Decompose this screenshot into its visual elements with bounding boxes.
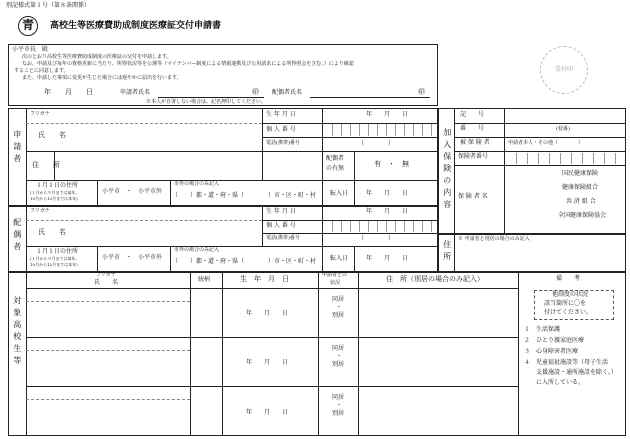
spouse-move-in-label: 転入日	[330, 255, 349, 262]
spouse-name-field-label: 氏 名	[38, 228, 66, 236]
spouse-dob-label: 生 年 月 日	[266, 208, 296, 215]
blue-form-badge: 青	[18, 16, 38, 36]
insurance-symbol-input[interactable]	[506, 110, 624, 122]
students-col-remarks: 備 考	[556, 275, 581, 282]
insurer-option-4[interactable]: 全国健康保険協会	[558, 212, 607, 219]
intro-line-1: 次のとおり高校生等医療費助成制度の医療証の交付を申請します。	[22, 54, 172, 60]
student-2-status-sep: ・	[336, 353, 343, 360]
insured-options[interactable]: 申請者本人・その他（ ）	[508, 140, 584, 146]
student-3-status-together[interactable]: 同居	[332, 394, 345, 401]
insurance-symbol-label: 記 号	[460, 111, 485, 118]
applicant-furigana-input[interactable]	[80, 112, 260, 122]
applicant-phone-label: 電話(携帯)番号	[266, 140, 300, 146]
self-sign-note: ※本人が自署しない場合は、記名押印してください。	[146, 99, 267, 105]
applicant-outside-note: 市外の場合のみ記入	[174, 181, 220, 187]
student-3-name-input[interactable]	[30, 402, 186, 432]
insurer-number-label: 保険者番号	[458, 153, 489, 160]
students-col-dob: 生 年 月 日	[240, 275, 289, 283]
student-1-dob[interactable]: 年 月 日	[246, 310, 289, 317]
applicant-name-field-label: 氏 名	[38, 131, 66, 139]
students-col-status1: 申請者との	[322, 272, 348, 278]
insurer-option-1[interactable]: 国民健康保険	[562, 170, 599, 177]
applicant-name-input[interactable]	[80, 126, 260, 148]
separate-address-note: ※ 申請者と別居の場合のみ記入	[458, 236, 530, 242]
applicant-move-in-value[interactable]: 年 月 日	[366, 190, 409, 197]
student-3-furigana-input[interactable]	[30, 389, 186, 398]
remarks-item-4-cont1: 支援施設・通所施設を除く。）	[524, 369, 617, 376]
student-2-furigana-input[interactable]	[30, 340, 186, 349]
insurer-number-input[interactable]	[506, 153, 624, 164]
spouse-furigana-label: フリガナ	[30, 208, 50, 214]
applicant-spouse-options[interactable]: 有 ・ 無	[374, 160, 409, 168]
students-col-name: 氏 名	[94, 279, 119, 286]
student-1-status-apart[interactable]: 別居	[332, 312, 345, 319]
intro-line-4: また、申請した事項に変更が生じた場合には遅やかに届出を行います。	[22, 75, 182, 81]
spouse-jan1-note2: 10月から12月までは本年)	[30, 262, 78, 267]
spouse-name-input[interactable]	[80, 222, 260, 244]
addressee: 小平市長 殿	[12, 46, 49, 53]
spouse-outside-note: 市外の場合のみ記入	[174, 247, 220, 253]
student-2-name-input[interactable]	[30, 353, 186, 383]
applicant-furigana-label: フリガナ	[30, 111, 50, 117]
spouse-name-label: 配偶者氏名	[272, 89, 303, 96]
spouse-kodaira-options[interactable]: 小平市 ・ 小平市外	[102, 254, 163, 261]
remarks-item-4[interactable]: ４ 児童福祉施設等（母子生活	[524, 359, 609, 366]
students-section-label: 対象高校生等	[12, 296, 22, 368]
student-2-dob[interactable]: 年 月 日	[246, 359, 289, 366]
applicant-number-input[interactable]	[324, 124, 436, 136]
applicant-seal: ㊞	[252, 88, 259, 96]
applicant-jan1-label: １月１日の住所	[36, 182, 79, 189]
applicant-address-label: 住 所	[32, 161, 60, 169]
applicant-kodaira-options[interactable]: 小平市 ・ 小平市外	[102, 188, 163, 195]
applicant-spouse-q2: の有無	[326, 165, 345, 172]
spouse-dob-value[interactable]: 年 月 日	[366, 208, 409, 215]
spouse-section-label: 配偶者	[12, 218, 22, 254]
reception-stamp-circle	[540, 46, 588, 94]
student-1-furigana-input[interactable]	[30, 291, 186, 300]
applicant-name-label: 申請者氏名	[120, 89, 151, 96]
student-2-status-apart[interactable]: 別居	[332, 361, 345, 368]
insurer-option-2[interactable]: 健康保険組合	[562, 184, 599, 191]
intro-line-2: なお、申請及び毎年の資格更新に当たり、所得状況等を公簿等（マイナンバー制度による情報連携及び公用請求による所得照会を含む。）により確認	[22, 61, 354, 67]
spouse-jan1-note1: (１月から９月までは前年、	[30, 256, 80, 261]
remarks-item-4-cont2: に入所している。	[524, 379, 585, 386]
student-3-status-apart[interactable]: 別居	[332, 410, 345, 417]
remarks-item-1[interactable]: １ 生活保護	[524, 326, 561, 333]
insured-label: 被 保 険 者	[460, 139, 490, 146]
form-number: 別記様式第１号（第８条関係）	[6, 2, 91, 9]
spouse-seal: ㊞	[418, 88, 425, 96]
separate-address-input[interactable]	[458, 246, 624, 270]
remarks-box-line2: 該当箇所に〇を	[544, 300, 587, 307]
remarks-box-line1: 他制度の状況	[552, 291, 589, 298]
page-title: 高校生等医療費助成制度医療証交付申請書	[50, 21, 222, 31]
insurance-section-label: 加入保険の内容	[442, 128, 452, 212]
applicant-move-in-label: 転入日	[330, 190, 349, 197]
insurance-branch-label: (枝番)	[556, 126, 570, 132]
applicant-dob-label: 生 年 月 日	[266, 111, 296, 118]
applicant-address-input[interactable]	[58, 154, 258, 178]
spouse-phone-label: 電話(携帯)番号	[266, 235, 300, 241]
student-1-name-input[interactable]	[30, 304, 186, 334]
spouse-furigana-input[interactable]	[80, 209, 260, 219]
students-col-address: 住 所（別居の場合のみ記入）	[386, 275, 484, 283]
insurer-name-label: 保 険 者 名	[458, 193, 488, 200]
remarks-item-3[interactable]: ３ 心身障害者医療	[524, 348, 579, 355]
intro-line-3: することに同意します。	[14, 68, 69, 74]
applicant-spouse-q: 配偶者	[326, 155, 345, 162]
applicant-signature-line[interactable]	[158, 97, 264, 98]
student-3-dob[interactable]: 年 月 日	[246, 409, 289, 416]
students-col-furigana: フリガナ	[96, 272, 116, 278]
spouse-signature-line[interactable]	[310, 97, 430, 98]
student-2-status-together[interactable]: 同居	[332, 345, 345, 352]
applicant-phone-value[interactable]: （ ）	[358, 140, 395, 147]
applicant-dob-value[interactable]: 年 月 日	[366, 111, 409, 118]
student-1-status-together[interactable]: 同居	[332, 296, 345, 303]
students-col-relation: 続柄	[198, 276, 211, 283]
remarks-item-2[interactable]: ２ ひとり親家庭医療	[524, 337, 585, 344]
insurance-number-label: 番 号	[460, 125, 485, 132]
student-3-status-sep: ・	[336, 402, 343, 409]
spouse-number-input[interactable]	[324, 221, 436, 232]
spouse-pref-field[interactable]: （ ）都・道・府・県（ ）市・区・町・村	[172, 258, 317, 265]
applicant-pref-field[interactable]: （ ）都・道・府・県（ ）市・区・町・村	[172, 192, 317, 199]
spouse-phone-value[interactable]: （ ）	[358, 235, 395, 242]
insurer-option-3[interactable]: 共 済 組 合	[566, 198, 596, 205]
reception-stamp-label: 受付印	[554, 66, 573, 73]
spouse-number-label: 個 人 番 号	[266, 222, 296, 229]
separate-address-label: 住所	[442, 240, 452, 264]
student-1-status-sep: ・	[336, 304, 343, 311]
applicant-jan1-note2: 10月から12月までは本年)	[30, 196, 78, 201]
application-date[interactable]: 年 月 日	[44, 88, 93, 96]
students-col-status2: 状況	[330, 280, 341, 286]
spouse-jan1-label: １月１日の住所	[36, 248, 79, 255]
remarks-box-line3: 付けてください。	[544, 309, 593, 316]
spouse-move-in-value[interactable]: 年 月 日	[366, 255, 409, 262]
applicant-number-label: 個 人 番 号	[266, 126, 296, 133]
applicant-jan1-note1: (１月から９月までは前年、	[30, 190, 80, 195]
applicant-section-label: 申請者	[12, 130, 22, 166]
